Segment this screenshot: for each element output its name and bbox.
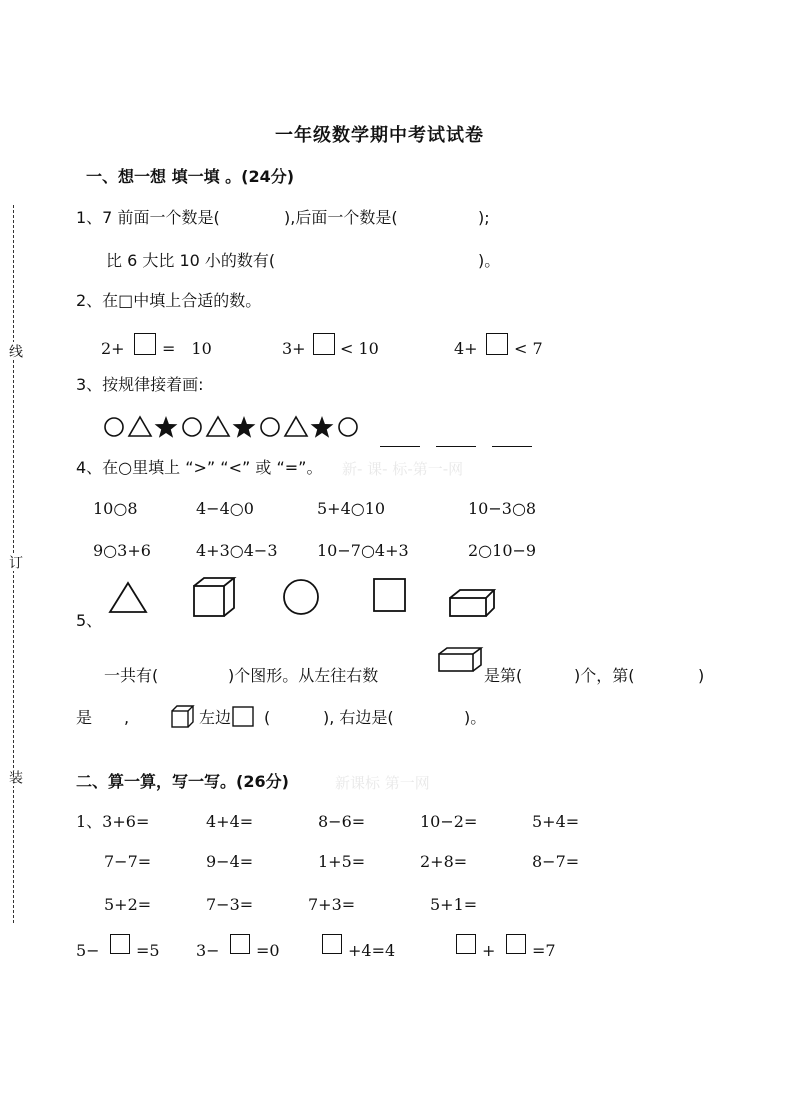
equation-part: + xyxy=(482,941,496,960)
q1-text: ),后面一个数是( xyxy=(284,208,398,227)
answer-box[interactable] xyxy=(110,934,130,954)
watermark: 新- 课- 标-第一-网 xyxy=(342,460,464,478)
answer-box[interactable] xyxy=(134,333,156,355)
q1-text: )。 xyxy=(478,251,501,270)
q5-text: ), 右边是( xyxy=(323,708,394,727)
margin-label-xian: 线 xyxy=(7,344,23,358)
answer-blank[interactable] xyxy=(436,446,476,447)
calc-item: 2+8= xyxy=(420,852,468,871)
section1-heading: 一、想一想 填一填 。(24分) xyxy=(86,167,295,186)
circle-icon xyxy=(339,418,357,436)
calc-item: 9−4= xyxy=(206,852,254,871)
equation-part: 5− xyxy=(76,941,100,960)
triangle-icon xyxy=(108,580,148,616)
q5-text: ( xyxy=(264,708,271,727)
compare-item: 5+4○10 xyxy=(317,499,386,518)
calc-item: 7+3= xyxy=(308,895,356,914)
margin-label-ding: 订 xyxy=(7,555,23,569)
calc-item: 1、3+6= xyxy=(76,812,150,831)
q1-text: 1、7 前面一个数是( xyxy=(76,208,220,227)
triangle-icon xyxy=(285,417,307,436)
q5-text: )个图形。从左往右数 xyxy=(228,666,379,685)
q2-label: 2、在□中填上合适的数。 xyxy=(76,291,262,310)
compare-item: 10−7○4+3 xyxy=(317,541,409,560)
answer-box[interactable] xyxy=(506,934,526,954)
circle-icon xyxy=(183,418,201,436)
equation-part: 3− xyxy=(196,941,220,960)
equation-part: =5 xyxy=(136,941,160,960)
q1-text: 比 6 大比 10 小的数有( xyxy=(106,251,276,270)
answer-blank[interactable] xyxy=(492,446,532,447)
compare-item: 10○8 xyxy=(93,499,138,518)
q3-label: 3、按规律接着画: xyxy=(76,375,204,394)
cube-icon xyxy=(171,705,195,729)
answer-box[interactable] xyxy=(230,934,250,954)
q2-suffix: < 10 xyxy=(340,339,379,358)
circle-icon xyxy=(105,418,123,436)
q5-text: 一共有( xyxy=(104,666,159,685)
q5-label: 5、 xyxy=(76,611,103,630)
equation-part: =0 xyxy=(256,941,280,960)
cube-icon xyxy=(192,576,238,618)
q5-text: 是 xyxy=(76,708,93,727)
compare-item: 4+3○4−3 xyxy=(196,541,278,560)
compare-item: 10−3○8 xyxy=(468,499,537,518)
answer-box[interactable] xyxy=(486,333,508,355)
q2-prefix: 4+ xyxy=(454,339,478,358)
calc-item: 8−7= xyxy=(532,852,580,871)
triangle-icon xyxy=(129,417,151,436)
watermark: 新课标 第一网 xyxy=(335,774,430,792)
equation-part: =7 xyxy=(532,941,556,960)
answer-blank[interactable] xyxy=(380,446,420,447)
calc-item: 7−3= xyxy=(206,895,254,914)
circle-icon xyxy=(261,418,279,436)
calc-item: 5+4= xyxy=(532,812,580,831)
cuboid-icon xyxy=(437,646,483,674)
q2-suffix: = 10 xyxy=(162,339,212,358)
calc-item: 5+1= xyxy=(430,895,478,914)
star-icon xyxy=(155,416,178,438)
q4-label: 4、在○里填上 “>” “<” 或 “=”。 xyxy=(76,458,323,477)
q5-text: 是第( xyxy=(484,666,523,685)
cuboid-icon xyxy=(448,588,498,620)
calc-item: 10−2= xyxy=(420,812,478,831)
compare-item: 9○3+6 xyxy=(93,541,151,560)
q1-text: ); xyxy=(478,208,490,227)
page-title: 一年级数学期中考试试卷 xyxy=(275,125,484,146)
q5-text: , xyxy=(124,708,130,727)
q5-text: )。 xyxy=(464,708,487,727)
section2-heading: 二、算一算，写一写。(26分) xyxy=(76,772,289,791)
circle-icon xyxy=(281,578,321,616)
answer-box[interactable] xyxy=(313,333,335,355)
square-icon xyxy=(232,706,256,728)
star-icon xyxy=(311,416,334,438)
triangle-icon xyxy=(207,417,229,436)
calc-item: 5+2= xyxy=(104,895,152,914)
calc-item: 8−6= xyxy=(318,812,366,831)
q5-text: 左边 xyxy=(199,708,232,727)
q5-text: )个，第( xyxy=(574,666,635,685)
calc-item: 4+4= xyxy=(206,812,254,831)
square-icon xyxy=(372,577,408,615)
answer-box[interactable] xyxy=(322,934,342,954)
shape-pattern xyxy=(100,412,370,442)
margin-label-zhuang: 装 xyxy=(7,770,23,784)
equation-part: +4=4 xyxy=(348,941,396,960)
star-icon xyxy=(233,416,256,438)
compare-item: 2○10−9 xyxy=(468,541,537,560)
q5-text: ) xyxy=(698,666,705,685)
q2-suffix: < 7 xyxy=(514,339,543,358)
calc-item: 7−7= xyxy=(104,852,152,871)
calc-item: 1+5= xyxy=(318,852,366,871)
q2-prefix: 3+ xyxy=(282,339,306,358)
answer-box[interactable] xyxy=(456,934,476,954)
compare-item: 4−4○0 xyxy=(196,499,254,518)
q2-prefix: 2+ xyxy=(101,339,125,358)
